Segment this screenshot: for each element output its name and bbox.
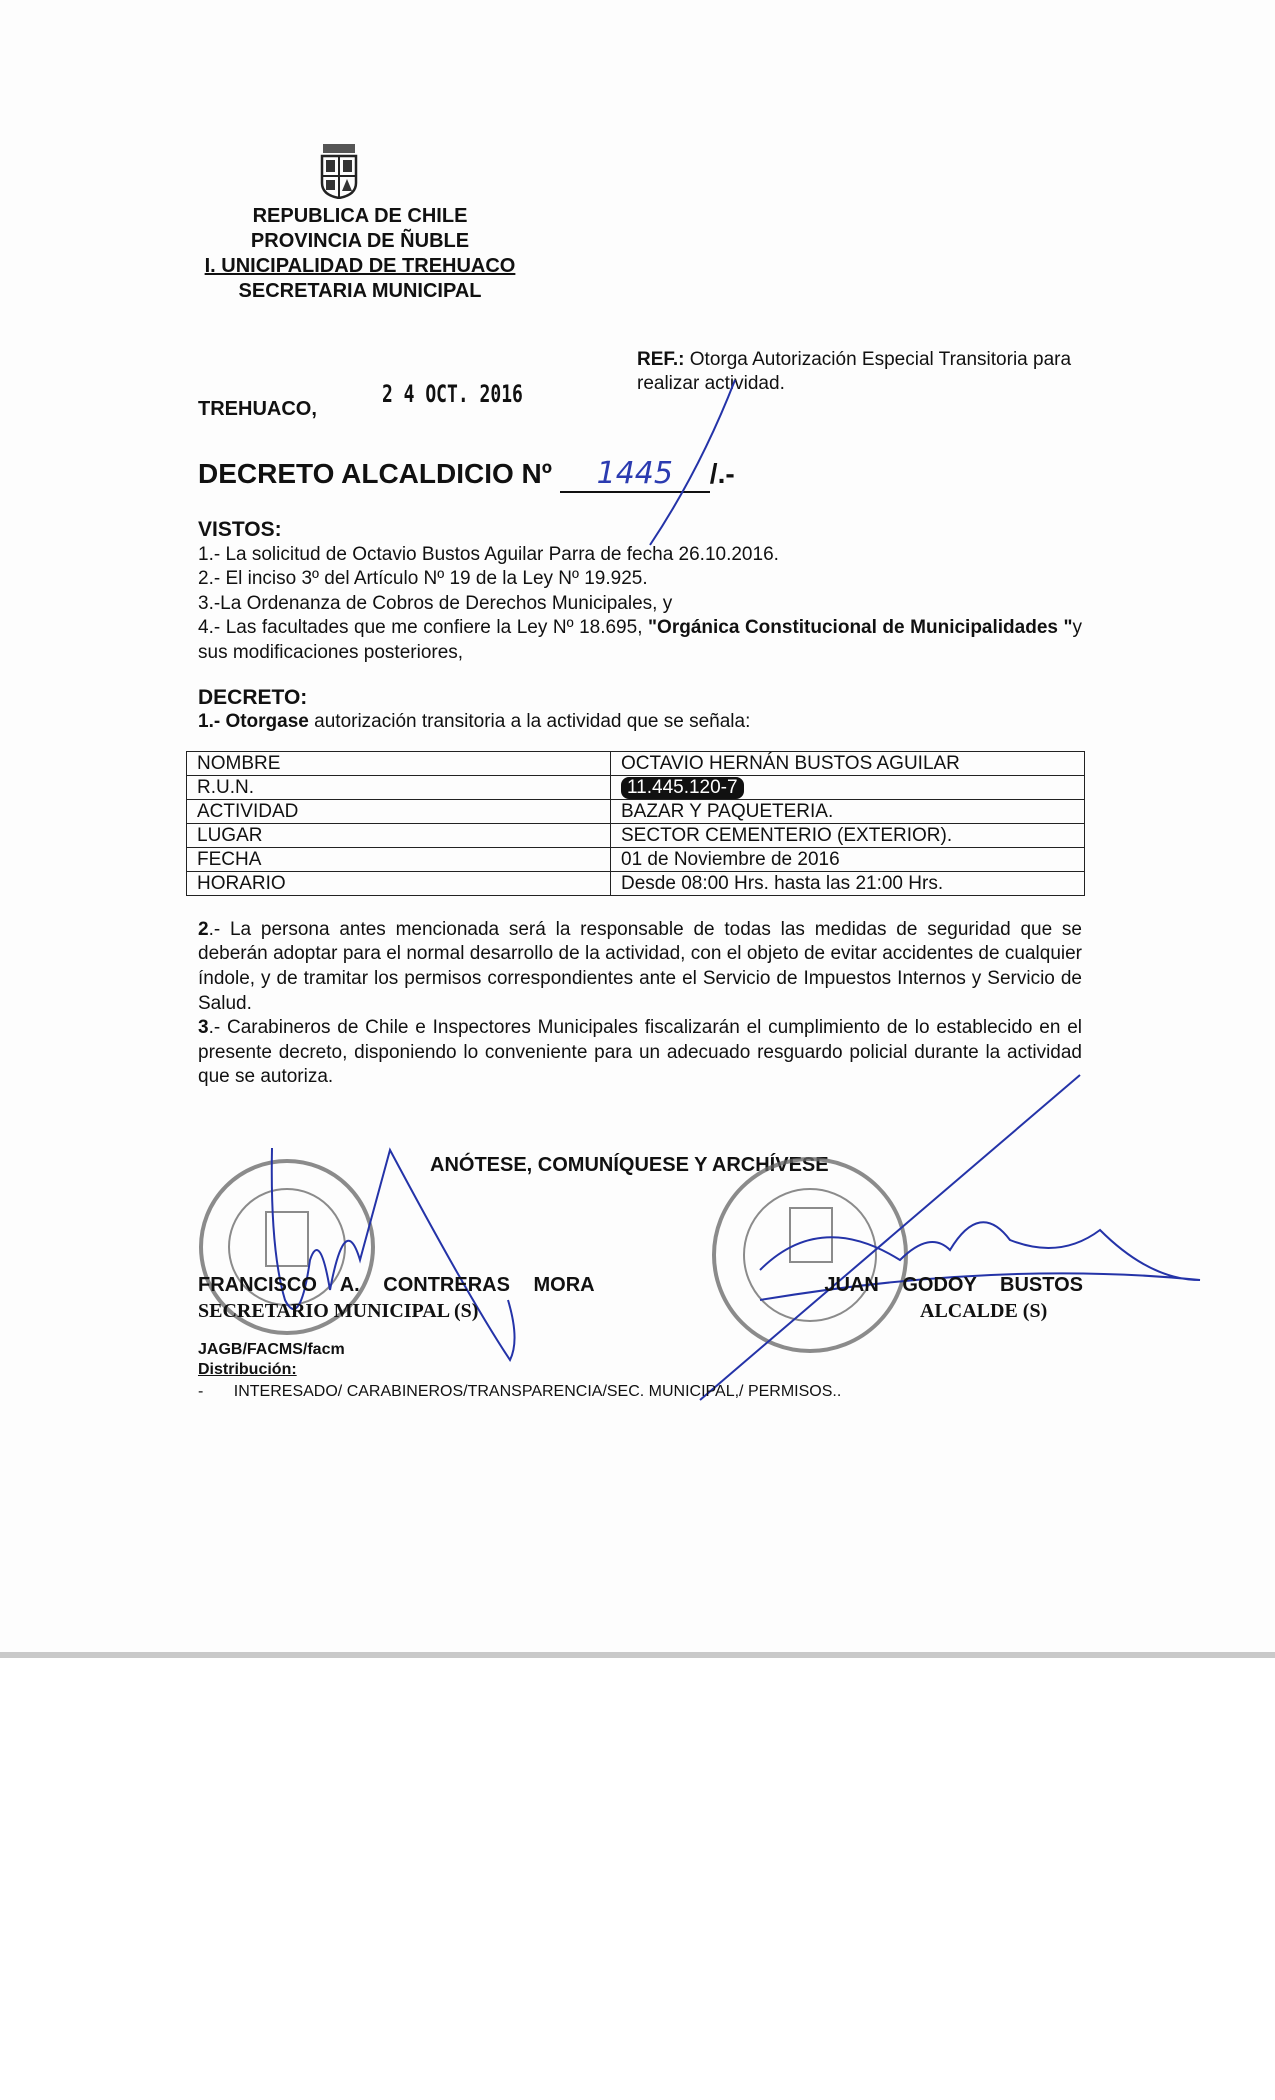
field-label: NOMBRE	[187, 751, 611, 775]
table-row	[187, 751, 1085, 775]
vistos-item	[198, 616, 1082, 665]
decreto-section	[198, 686, 1082, 735]
point-number: 3	[198, 1017, 209, 1039]
field-label: ACTIVIDAD	[187, 799, 611, 823]
decreto-point-1	[198, 710, 1082, 735]
field-value-cell	[611, 775, 1085, 799]
right-signatory-name: JUAN GODOY BUSTOS	[824, 1274, 1083, 1296]
date-stamp: 2 4 OCT. 2016	[382, 380, 523, 408]
decreto-heading: DECRETO:	[198, 685, 308, 709]
place: TREHUACO,	[198, 398, 317, 420]
field-value: Desde 08:00 Hrs. hasta las 21:00 Hrs.	[621, 872, 944, 894]
vistos-item4-text: 4.- Las facultades que me confiere la Ley Nº 18.695,	[198, 617, 649, 639]
decree-number-handwritten: 1445	[560, 456, 710, 493]
vistos-item: 3.-La Ordenanza de Cobros de Derechos Municipales, y	[198, 592, 673, 614]
letterhead-country: REPUBLICA DE CHILE	[252, 205, 468, 227]
vistos-item4-end: y sus modificaciones posteriores,	[198, 617, 1083, 663]
initials: JAGB/FACMS/facm	[198, 1341, 345, 1358]
distribution-heading: Distribución:	[198, 1361, 297, 1378]
document-body	[198, 518, 1082, 1090]
left-signatory-name: FRANCISCO A. CONTRERAS MORA	[198, 1274, 595, 1296]
point-text: autorización transitoria a la actividad que se señala:	[308, 711, 751, 733]
letterhead-municipality: I. UNICIPALIDAD DE TREHUACO	[204, 255, 516, 277]
field-value: SECTOR CEMENTERIO (EXTERIOR).	[621, 824, 953, 846]
distribution-list	[198, 1383, 841, 1401]
table-row	[187, 775, 1085, 799]
point-text: .- Carabineros de Chile e Inspectores Municipales fiscalizarán el cumplimiento de lo establecido en el presente decreto, disponiendo lo conveniente para un adecuado resguardo policial durante la actividad que se autoriza.	[198, 1017, 1082, 1088]
decree-title-text: DECRETO ALCALDICIO Nº	[198, 458, 553, 489]
table-row	[187, 847, 1085, 871]
point-text: .- La persona antes mencionada será la responsable de todas las medidas de seguridad que se deberán adoptar para el normal desarrollo de la actividad, con el objeto de evitar accidentes de cualquier índole, y de tramitar los permisos correspondientes ante el Servicio de Impuestos Internos y Servicio de Salud.	[198, 918, 1082, 1014]
vistos-heading: VISTOS:	[198, 518, 282, 541]
letterhead-province: PROVINCIA DE ÑUBLE	[250, 230, 470, 252]
decree-suffix: /.-	[709, 458, 735, 489]
reference	[637, 348, 1087, 396]
field-label: R.U.N.	[187, 775, 611, 799]
vistos-item: 1.- La solicitud de Octavio Bustos Aguilar Parra de fecha 26.10.2016.	[198, 543, 779, 565]
field-label: LUGAR	[187, 823, 611, 847]
table-row	[187, 799, 1085, 823]
left-signatory-title: SECRETARIO MUNICIPAL (S)	[198, 1300, 479, 1322]
field-value-cell	[611, 871, 1085, 895]
vistos-law-name: "Orgánica Constitucional de Municipalidades "	[648, 617, 1073, 639]
field-value-cell	[611, 823, 1085, 847]
vistos-section	[198, 518, 1082, 666]
decreto-point-2	[198, 918, 1082, 1016]
field-label: FECHA	[187, 847, 611, 871]
table-row	[187, 871, 1085, 895]
coat-of-arms-emblem	[317, 143, 361, 199]
table-row	[187, 823, 1085, 847]
point-number: 2	[198, 918, 209, 940]
letterhead	[160, 204, 560, 304]
right-signatory-title: ALCALDE (S)	[920, 1300, 1048, 1322]
field-label: HORARIO	[187, 871, 611, 895]
point-number: 1.- Otorgase	[198, 711, 309, 733]
decree-title	[198, 456, 735, 493]
authorization-table	[186, 751, 1085, 896]
closing-formula: ANÓTESE, COMUNÍQUESE Y ARCHÍVESE	[430, 1154, 829, 1176]
bullet: -	[198, 1383, 204, 1400]
reference-text: Otorga Autorización Especial Transitoria para realizar actividad.	[637, 349, 1072, 394]
field-value: BAZAR Y PAQUETERIA.	[621, 800, 834, 822]
field-value-cell	[611, 751, 1085, 775]
distribution-recipients: INTERESADO/ CARABINEROS/TRANSPARENCIA/SEC. MUNICIPAL,/ PERMISOS..	[233, 1383, 842, 1400]
field-value-cell	[611, 847, 1085, 871]
letterhead-department: SECRETARIA MUNICIPAL	[238, 280, 482, 302]
field-value-cell	[611, 799, 1085, 823]
field-value: 11.445.120-7	[621, 777, 744, 799]
field-value: OCTAVIO HERNÁN BUSTOS AGUILAR	[621, 752, 960, 774]
reference-label: REF.:	[637, 349, 685, 370]
vistos-item: 2.- El inciso 3º del Artículo Nº 19 de la Ley Nº 19.925.	[198, 568, 648, 590]
decreto-point-3	[198, 1016, 1082, 1090]
field-value: 01 de Noviembre de 2016	[621, 848, 840, 870]
